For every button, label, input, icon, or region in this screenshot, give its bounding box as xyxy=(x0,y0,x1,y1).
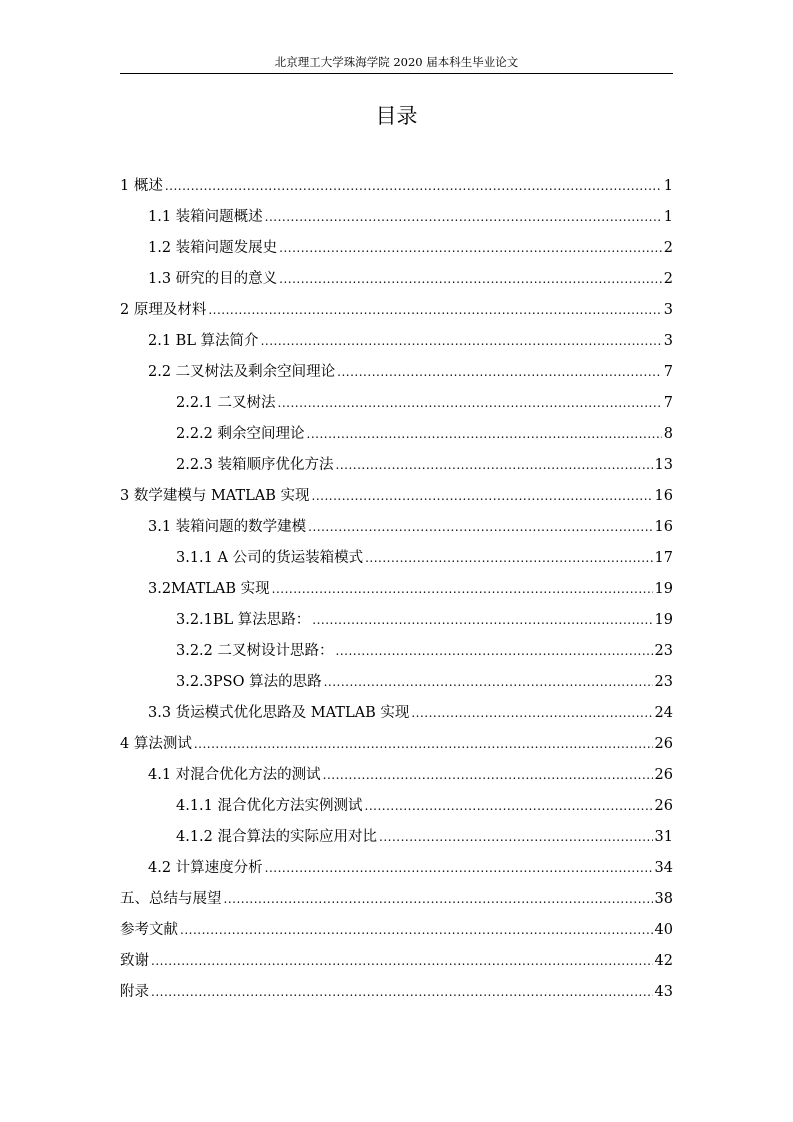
toc-entry-page: 26 xyxy=(654,736,673,752)
toc-entry-label: 2.2.2 剩余空间理论 xyxy=(176,426,305,442)
toc-entry[interactable] xyxy=(120,762,673,793)
toc-entry-label: 1 概述 xyxy=(120,178,163,194)
toc-entry-label: 4.2 计算速度分析 xyxy=(148,860,263,876)
toc-entry-page: 1 xyxy=(663,209,673,225)
toc-entry-page: 16 xyxy=(654,488,673,504)
toc-entry[interactable] xyxy=(120,793,673,824)
header-rule xyxy=(120,73,673,74)
page-title: 目录 xyxy=(375,104,418,128)
toc-leader-dots xyxy=(194,731,653,757)
toc-entry[interactable] xyxy=(120,545,673,576)
toc-entry[interactable] xyxy=(120,917,673,948)
toc-entry-page: 23 xyxy=(654,674,673,690)
toc-entry-page: 34 xyxy=(654,860,673,876)
toc-leader-dots xyxy=(265,204,662,230)
toc-entry[interactable] xyxy=(120,359,673,390)
toc-entry[interactable] xyxy=(120,824,673,855)
toc-entry[interactable] xyxy=(120,235,673,266)
toc-entry[interactable] xyxy=(120,297,673,328)
toc-entry-page: 19 xyxy=(654,581,673,597)
toc-leader-dots xyxy=(336,638,653,664)
toc-entry-label: 3.2.1BL 算法思路： xyxy=(176,612,311,628)
toc-entry[interactable] xyxy=(120,700,673,731)
toc-leader-dots xyxy=(278,390,662,416)
toc-leader-dots xyxy=(324,669,653,695)
toc-entry-page: 38 xyxy=(654,891,673,907)
toc-entry-page: 26 xyxy=(654,798,673,814)
toc-entry-label: 致谢 xyxy=(120,953,149,969)
toc-entry-label: 3.1.1 A 公司的货运装箱模式 xyxy=(176,550,364,566)
toc-entry-label: 1.1 装箱问题概述 xyxy=(148,209,263,225)
toc-entry[interactable] xyxy=(120,483,673,514)
toc-entry-label: 参考文献 xyxy=(120,922,178,938)
toc-leader-dots xyxy=(272,576,653,602)
toc-leader-dots xyxy=(279,235,662,261)
toc-entry-label: 3.1 装箱问题的数学建模 xyxy=(148,519,307,535)
toc-entry[interactable] xyxy=(120,669,673,700)
toc-entry-label: 1.2 装箱问题发展史 xyxy=(148,240,278,256)
toc-entry-label: 2.2 二叉树法及剩余空间理论 xyxy=(148,364,336,380)
toc-leader-dots xyxy=(308,514,652,540)
toc-entry-label: 3.3 货运模式优化思路及 MATLAB 实现 xyxy=(148,705,410,721)
running-header: 北京理工大学珠海学院 2020 届本科生毕业论文 xyxy=(274,55,519,69)
toc-entry[interactable] xyxy=(120,390,673,421)
toc-entry-page: 43 xyxy=(654,984,673,1000)
toc-entry-page: 7 xyxy=(663,364,673,380)
toc-entry[interactable] xyxy=(120,421,673,452)
toc-entry-label: 4.1.1 混合优化方法实例测试 xyxy=(176,798,363,814)
toc-entry-label: 2.2.3 装箱顺序优化方法 xyxy=(176,457,334,473)
toc-entry[interactable] xyxy=(120,979,673,1010)
toc-entry[interactable] xyxy=(120,328,673,359)
toc-entry[interactable] xyxy=(120,607,673,638)
toc-entry-page: 3 xyxy=(663,333,673,349)
toc-leader-dots xyxy=(336,452,653,478)
toc-entry[interactable] xyxy=(120,948,673,979)
toc-entry[interactable] xyxy=(120,266,673,297)
table-of-contents xyxy=(120,173,673,1010)
toc-entry-label: 2.2.1 二叉树法 xyxy=(176,395,276,411)
toc-entry-label: 3.2MATLAB 实现 xyxy=(148,581,270,597)
toc-leader-dots xyxy=(279,266,662,292)
toc-entry-label: 3.2.3PSO 算法的思路 xyxy=(176,674,322,690)
toc-entry-page: 23 xyxy=(654,643,673,659)
toc-leader-dots xyxy=(307,421,662,447)
toc-entry[interactable] xyxy=(120,855,673,886)
toc-entry[interactable] xyxy=(120,638,673,669)
toc-leader-dots xyxy=(411,700,652,726)
toc-leader-dots xyxy=(323,762,653,788)
toc-leader-dots xyxy=(165,173,662,199)
toc-entry-label: 五、总结与展望 xyxy=(120,891,222,907)
toc-entry-page: 8 xyxy=(663,426,673,442)
toc-entry[interactable] xyxy=(120,731,673,762)
toc-leader-dots xyxy=(224,886,653,912)
toc-leader-dots xyxy=(151,948,653,974)
toc-entry-page: 7 xyxy=(663,395,673,411)
toc-leader-dots xyxy=(337,359,662,385)
toc-entry[interactable] xyxy=(120,173,673,204)
toc-entry-page: 26 xyxy=(654,767,673,783)
toc-entry-label: 3 数学建模与 MATLAB 实现 xyxy=(120,488,310,504)
toc-entry-page: 17 xyxy=(654,550,673,566)
toc-entry-page: 3 xyxy=(663,302,673,318)
toc-leader-dots xyxy=(312,607,652,633)
toc-entry[interactable] xyxy=(120,514,673,545)
toc-entry-label: 4.1.2 混合算法的实际应用对比 xyxy=(176,829,378,845)
toc-leader-dots xyxy=(180,917,653,943)
toc-entry-page: 40 xyxy=(654,922,673,938)
toc-entry[interactable] xyxy=(120,576,673,607)
toc-entry-page: 19 xyxy=(654,612,673,628)
toc-entry-page: 24 xyxy=(654,705,673,721)
toc-leader-dots xyxy=(208,297,661,323)
toc-leader-dots xyxy=(261,328,662,354)
toc-entry[interactable] xyxy=(120,886,673,917)
toc-leader-dots xyxy=(365,545,652,571)
toc-entry-page: 42 xyxy=(654,953,673,969)
toc-leader-dots xyxy=(379,824,653,850)
toc-entry[interactable] xyxy=(120,452,673,483)
toc-entry-label: 4.1 对混合优化方法的测试 xyxy=(148,767,321,783)
toc-entry[interactable] xyxy=(120,204,673,235)
toc-entry-page: 2 xyxy=(663,271,673,287)
toc-entry-page: 31 xyxy=(654,829,673,845)
toc-entry-page: 13 xyxy=(654,457,673,473)
toc-entry-label: 2.1 BL 算法简介 xyxy=(148,333,259,349)
toc-entry-page: 2 xyxy=(663,240,673,256)
toc-entry-page: 1 xyxy=(663,178,673,194)
toc-leader-dots xyxy=(365,793,653,819)
toc-entry-label: 附录 xyxy=(120,984,149,1000)
toc-entry-label: 2 原理及材料 xyxy=(120,302,207,318)
toc-leader-dots xyxy=(265,855,653,881)
toc-leader-dots xyxy=(151,979,653,1005)
toc-entry-label: 4 算法测试 xyxy=(120,736,192,752)
toc-entry-page: 16 xyxy=(654,519,673,535)
toc-leader-dots xyxy=(312,483,653,509)
toc-entry-label: 1.3 研究的目的意义 xyxy=(148,271,278,287)
toc-entry-label: 3.2.2 二叉树设计思路： xyxy=(176,643,334,659)
